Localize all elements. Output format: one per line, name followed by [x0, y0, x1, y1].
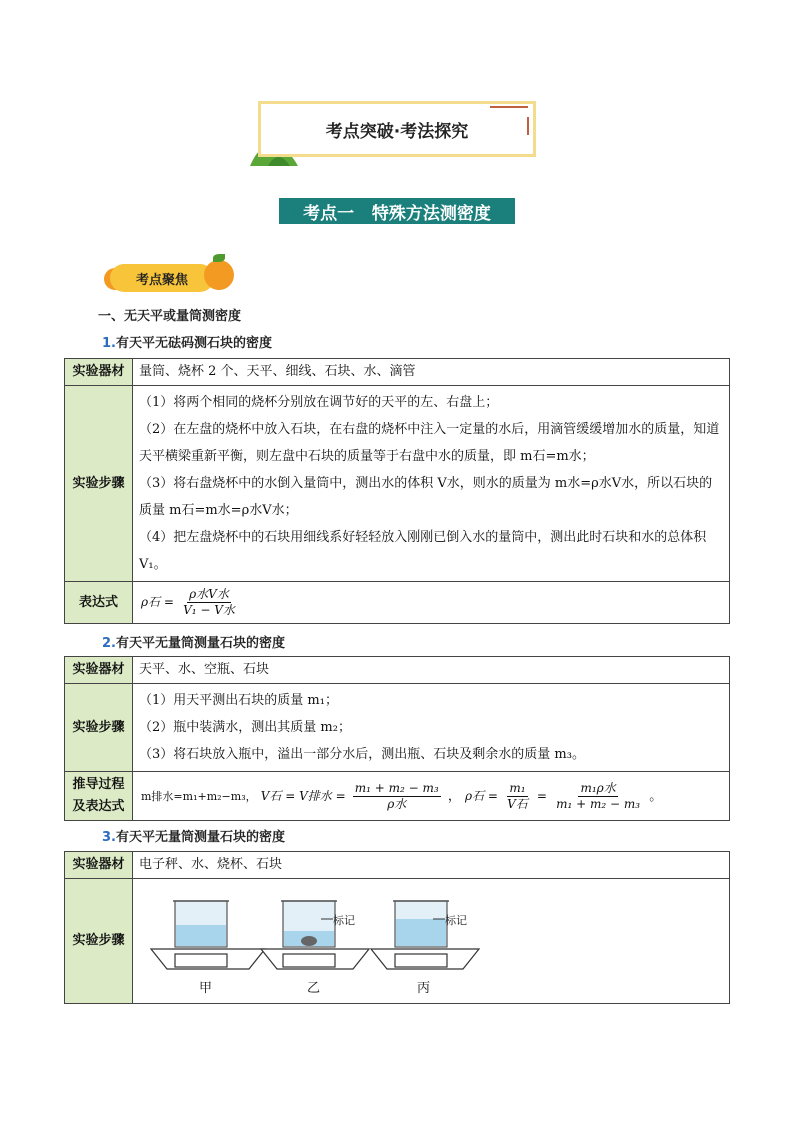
equipment-label: 实验器材 — [65, 657, 133, 684]
fraction-denominator: V₁ − V水 — [183, 603, 235, 617]
fraction — [353, 781, 441, 812]
formula-lhs: ρ石 = — [141, 595, 174, 609]
topic-badge: 考点聚焦 — [110, 264, 214, 292]
method-number: 1. — [102, 336, 116, 351]
formula-separator: ， — [447, 788, 461, 804]
figure-caption: 甲 — [199, 981, 213, 996]
fraction-denominator: V石 — [507, 796, 528, 811]
method-number: 2. — [102, 636, 116, 651]
fraction — [181, 587, 237, 618]
figure-jia — [151, 901, 265, 969]
section-title: 一、无天平或量筒测密度 — [98, 309, 242, 324]
equipment-label: 实验器材 — [65, 359, 133, 386]
banner-decoration — [527, 117, 529, 135]
banner-decoration — [490, 106, 528, 108]
steps-label: 实验步骤 — [65, 879, 133, 1004]
orange-icon — [204, 260, 234, 290]
figure-caption: 乙 — [307, 981, 321, 996]
step-item: （3）将石块放入瓶中，溢出一部分水后，测出瓶、石块及剩余水的质量 m₃。 — [139, 747, 585, 762]
leaf-icon — [213, 254, 225, 262]
method-title-text: 有天平无砝码测石块的密度 — [115, 336, 272, 351]
banner — [258, 101, 536, 157]
formula-part: m排水=m₁+m₂−m₃， — [141, 789, 257, 803]
method-title — [102, 632, 285, 651]
expression-label: 表达式 — [65, 582, 133, 624]
section-heading: 考点一 特殊方法测密度 — [279, 198, 515, 224]
method-title-text: 有天平无量筒测量石块的密度 — [115, 830, 285, 845]
fraction-numerator: ρ水V水 — [189, 587, 229, 601]
derivation-label-line: 推导过程 — [72, 777, 125, 792]
method-title — [102, 332, 272, 351]
step-item: （1）将两个相同的烧杯分别放在调节好的天平的左、右盘上； — [139, 395, 499, 410]
fraction-numerator: m₁ρ水 — [580, 780, 616, 795]
derivation-cell — [133, 772, 730, 821]
fraction-numerator: m₁ — [509, 780, 526, 795]
equipment-label: 实验器材 — [65, 852, 133, 879]
method-title-text: 有天平无量筒测量石块的密度 — [115, 636, 285, 651]
method-title — [102, 826, 285, 845]
method3-table — [64, 851, 730, 1004]
fraction — [554, 781, 642, 812]
method1-table — [64, 358, 730, 624]
figure-cell — [133, 879, 730, 1004]
fraction-denominator: m₁ + m₂ − m₃ — [556, 796, 641, 811]
step-item: （4）把左盘烧杯中的石块用细线系好轻轻放入刚刚已倒入水的量筒中，测出此时石块和水的总体积 V₁。 — [139, 530, 707, 572]
step-item: （2）在左盘的烧杯中放入石块，在右盘的烧杯中注入一定量的水后，用滴管缓缓增加水的质量，知道天平横梁重新平衡，则左盘中石块的质量等于右盘中水的质量，即 m石=m水； — [139, 422, 720, 464]
formula-part: = — [536, 788, 547, 803]
method2-table — [64, 656, 730, 821]
step-item: （1）用天平测出石块的质量 m₁； — [139, 693, 338, 708]
mark-label: 标记 — [333, 914, 355, 927]
steps-label: 实验步骤 — [65, 684, 133, 772]
fraction-numerator: m₁ + m₂ − m₃ — [354, 780, 439, 795]
equipment-value: 量筒、烧杯 2 个、天平、细线、石块、水、滴管 — [133, 359, 730, 386]
fraction-denominator: ρ水 — [387, 796, 407, 811]
steps-cell — [133, 684, 730, 772]
formula-part: V石 = V排水 = — [260, 788, 346, 803]
equipment-value: 天平、水、空瓶、石块 — [133, 657, 730, 684]
figure-caption: 丙 — [417, 981, 431, 996]
step-item: （2）瓶中装满水，测出其质量 m₂； — [139, 720, 351, 735]
steps-cell — [133, 386, 730, 582]
formula-end: 。 — [649, 788, 663, 804]
steps-label: 实验步骤 — [65, 386, 133, 582]
derivation-label-line: 及表达式 — [72, 799, 125, 814]
fraction — [505, 781, 530, 812]
method-number: 3. — [102, 830, 116, 845]
equipment-value: 电子秤、水、烧杯、石块 — [133, 852, 730, 879]
mark-label: 标记 — [445, 914, 467, 927]
expression-cell — [133, 582, 730, 624]
formula-part: ρ石 = — [465, 788, 498, 803]
step-item: （3）将右盘烧杯中的水倒入量筒中，测出水的体积 V水，则水的质量为 m水=ρ水V水，所以石块的质量 m石=m水=ρ水V水； — [139, 476, 713, 518]
derivation-label — [65, 772, 133, 821]
banner-title: 考点突破·考法探究 — [325, 121, 469, 142]
